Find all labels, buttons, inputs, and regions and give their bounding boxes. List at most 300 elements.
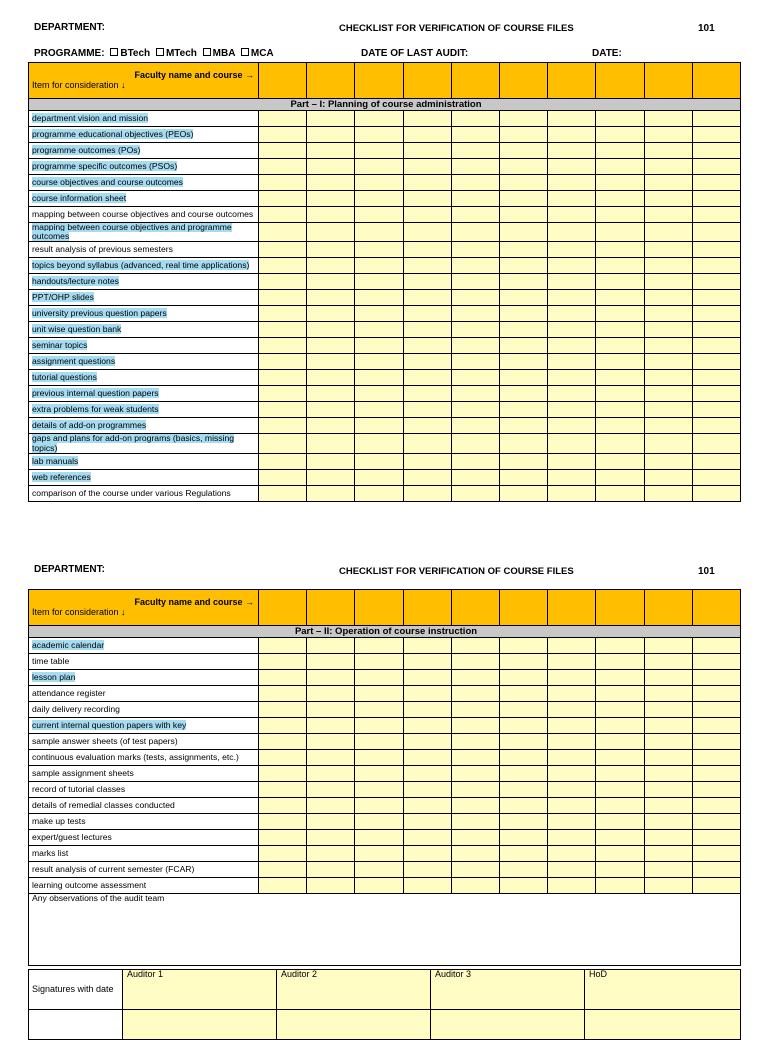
check-cell[interactable] (644, 111, 692, 127)
check-cell[interactable] (355, 354, 403, 370)
check-cell[interactable] (451, 485, 499, 501)
check-cell[interactable] (259, 453, 307, 469)
check-cell[interactable] (692, 469, 740, 485)
check-cell[interactable] (403, 258, 451, 274)
check-cell[interactable] (259, 274, 307, 290)
check-cell[interactable] (259, 686, 307, 702)
check-cell[interactable] (548, 175, 596, 191)
faculty-cell[interactable] (355, 63, 403, 99)
faculty-cell[interactable] (307, 63, 355, 99)
check-cell[interactable] (644, 670, 692, 686)
check-cell[interactable] (307, 191, 355, 207)
check-cell[interactable] (596, 207, 644, 223)
check-cell[interactable] (403, 798, 451, 814)
check-cell[interactable] (548, 143, 596, 159)
check-cell[interactable] (259, 702, 307, 718)
check-cell[interactable] (692, 434, 740, 453)
check-cell[interactable] (644, 862, 692, 878)
check-cell[interactable] (451, 702, 499, 718)
check-cell[interactable] (451, 469, 499, 485)
faculty-cell[interactable] (307, 590, 355, 626)
check-cell[interactable] (692, 306, 740, 322)
check-cell[interactable] (307, 322, 355, 338)
check-cell[interactable] (692, 702, 740, 718)
check-cell[interactable] (548, 798, 596, 814)
check-cell[interactable] (355, 798, 403, 814)
check-cell[interactable] (451, 223, 499, 242)
check-cell[interactable] (644, 718, 692, 734)
check-cell[interactable] (403, 814, 451, 830)
mba-checkbox[interactable] (203, 48, 211, 56)
check-cell[interactable] (307, 338, 355, 354)
check-cell[interactable] (692, 223, 740, 242)
check-cell[interactable] (499, 354, 547, 370)
check-cell[interactable] (596, 370, 644, 386)
check-cell[interactable] (596, 670, 644, 686)
check-cell[interactable] (499, 878, 547, 894)
faculty-cell[interactable] (596, 63, 644, 99)
check-cell[interactable] (692, 207, 740, 223)
check-cell[interactable] (355, 418, 403, 434)
check-cell[interactable] (355, 830, 403, 846)
check-cell[interactable] (451, 638, 499, 654)
check-cell[interactable] (692, 370, 740, 386)
check-cell[interactable] (403, 191, 451, 207)
check-cell[interactable] (596, 402, 644, 418)
check-cell[interactable] (692, 386, 740, 402)
check-cell[interactable] (548, 434, 596, 453)
check-cell[interactable] (403, 654, 451, 670)
check-cell[interactable] (259, 654, 307, 670)
check-cell[interactable] (548, 418, 596, 434)
check-cell[interactable] (403, 485, 451, 501)
check-cell[interactable] (548, 878, 596, 894)
check-cell[interactable] (548, 830, 596, 846)
hod-cell[interactable] (585, 1010, 741, 1040)
hod-signature[interactable] (585, 970, 741, 1010)
check-cell[interactable] (548, 485, 596, 501)
check-cell[interactable] (259, 670, 307, 686)
check-cell[interactable] (355, 306, 403, 322)
check-cell[interactable] (644, 242, 692, 258)
check-cell[interactable] (596, 485, 644, 501)
mtech-checkbox[interactable] (156, 48, 164, 56)
check-cell[interactable] (499, 175, 547, 191)
check-cell[interactable] (403, 402, 451, 418)
check-cell[interactable] (403, 686, 451, 702)
check-cell[interactable] (644, 290, 692, 306)
check-cell[interactable] (259, 191, 307, 207)
faculty-cell[interactable] (596, 590, 644, 626)
mca-checkbox[interactable] (241, 48, 249, 56)
check-cell[interactable] (451, 830, 499, 846)
check-cell[interactable] (307, 718, 355, 734)
check-cell[interactable] (259, 306, 307, 322)
check-cell[interactable] (548, 354, 596, 370)
check-cell[interactable] (451, 242, 499, 258)
check-cell[interactable] (451, 354, 499, 370)
check-cell[interactable] (451, 338, 499, 354)
faculty-cell[interactable] (259, 63, 307, 99)
check-cell[interactable] (451, 306, 499, 322)
auditor-3-cell[interactable] (431, 1010, 585, 1040)
check-cell[interactable] (259, 207, 307, 223)
check-cell[interactable] (548, 718, 596, 734)
check-cell[interactable] (644, 322, 692, 338)
check-cell[interactable] (259, 782, 307, 798)
check-cell[interactable] (451, 191, 499, 207)
check-cell[interactable] (307, 223, 355, 242)
check-cell[interactable] (499, 846, 547, 862)
check-cell[interactable] (499, 274, 547, 290)
faculty-cell[interactable] (692, 590, 740, 626)
check-cell[interactable] (451, 670, 499, 686)
check-cell[interactable] (548, 258, 596, 274)
check-cell[interactable] (307, 175, 355, 191)
check-cell[interactable] (451, 766, 499, 782)
check-cell[interactable] (548, 290, 596, 306)
check-cell[interactable] (692, 638, 740, 654)
check-cell[interactable] (548, 274, 596, 290)
check-cell[interactable] (259, 718, 307, 734)
check-cell[interactable] (692, 862, 740, 878)
check-cell[interactable] (451, 878, 499, 894)
check-cell[interactable] (259, 638, 307, 654)
check-cell[interactable] (596, 111, 644, 127)
check-cell[interactable] (692, 354, 740, 370)
check-cell[interactable] (692, 127, 740, 143)
check-cell[interactable] (403, 766, 451, 782)
check-cell[interactable] (548, 638, 596, 654)
check-cell[interactable] (692, 798, 740, 814)
check-cell[interactable] (403, 207, 451, 223)
check-cell[interactable] (259, 258, 307, 274)
check-cell[interactable] (307, 702, 355, 718)
check-cell[interactable] (692, 766, 740, 782)
check-cell[interactable] (451, 127, 499, 143)
check-cell[interactable] (596, 418, 644, 434)
check-cell[interactable] (548, 111, 596, 127)
check-cell[interactable] (644, 258, 692, 274)
check-cell[interactable] (692, 654, 740, 670)
check-cell[interactable] (451, 418, 499, 434)
check-cell[interactable] (596, 159, 644, 175)
check-cell[interactable] (307, 453, 355, 469)
check-cell[interactable] (596, 223, 644, 242)
check-cell[interactable] (259, 223, 307, 242)
check-cell[interactable] (307, 638, 355, 654)
check-cell[interactable] (355, 846, 403, 862)
check-cell[interactable] (355, 469, 403, 485)
check-cell[interactable] (403, 830, 451, 846)
check-cell[interactable] (692, 670, 740, 686)
check-cell[interactable] (644, 782, 692, 798)
check-cell[interactable] (499, 402, 547, 418)
check-cell[interactable] (644, 175, 692, 191)
check-cell[interactable] (355, 322, 403, 338)
faculty-cell[interactable] (451, 590, 499, 626)
check-cell[interactable] (644, 127, 692, 143)
check-cell[interactable] (644, 207, 692, 223)
check-cell[interactable] (499, 111, 547, 127)
check-cell[interactable] (451, 207, 499, 223)
check-cell[interactable] (403, 734, 451, 750)
check-cell[interactable] (355, 274, 403, 290)
check-cell[interactable] (403, 386, 451, 402)
check-cell[interactable] (403, 159, 451, 175)
check-cell[interactable] (644, 750, 692, 766)
check-cell[interactable] (499, 750, 547, 766)
check-cell[interactable] (596, 127, 644, 143)
check-cell[interactable] (499, 718, 547, 734)
check-cell[interactable] (596, 782, 644, 798)
check-cell[interactable] (451, 718, 499, 734)
check-cell[interactable] (403, 878, 451, 894)
check-cell[interactable] (403, 702, 451, 718)
check-cell[interactable] (596, 718, 644, 734)
faculty-cell[interactable] (355, 590, 403, 626)
check-cell[interactable] (596, 798, 644, 814)
check-cell[interactable] (355, 175, 403, 191)
check-cell[interactable] (355, 242, 403, 258)
check-cell[interactable] (596, 434, 644, 453)
check-cell[interactable] (355, 111, 403, 127)
check-cell[interactable] (403, 274, 451, 290)
check-cell[interactable] (596, 469, 644, 485)
check-cell[interactable] (644, 830, 692, 846)
check-cell[interactable] (307, 686, 355, 702)
check-cell[interactable] (692, 782, 740, 798)
check-cell[interactable] (548, 846, 596, 862)
check-cell[interactable] (307, 750, 355, 766)
check-cell[interactable] (355, 485, 403, 501)
check-cell[interactable] (355, 258, 403, 274)
check-cell[interactable] (451, 734, 499, 750)
check-cell[interactable] (451, 386, 499, 402)
check-cell[interactable] (596, 766, 644, 782)
check-cell[interactable] (259, 175, 307, 191)
check-cell[interactable] (596, 338, 644, 354)
faculty-cell[interactable] (644, 63, 692, 99)
check-cell[interactable] (307, 258, 355, 274)
check-cell[interactable] (692, 750, 740, 766)
check-cell[interactable] (596, 453, 644, 469)
check-cell[interactable] (596, 242, 644, 258)
check-cell[interactable] (596, 306, 644, 322)
check-cell[interactable] (499, 306, 547, 322)
check-cell[interactable] (355, 718, 403, 734)
check-cell[interactable] (451, 175, 499, 191)
check-cell[interactable] (355, 862, 403, 878)
check-cell[interactable] (259, 485, 307, 501)
check-cell[interactable] (499, 734, 547, 750)
check-cell[interactable] (596, 191, 644, 207)
check-cell[interactable] (451, 370, 499, 386)
check-cell[interactable] (499, 258, 547, 274)
check-cell[interactable] (499, 338, 547, 354)
check-cell[interactable] (596, 878, 644, 894)
check-cell[interactable] (499, 207, 547, 223)
check-cell[interactable] (644, 434, 692, 453)
check-cell[interactable] (403, 469, 451, 485)
check-cell[interactable] (548, 306, 596, 322)
check-cell[interactable] (307, 143, 355, 159)
check-cell[interactable] (307, 242, 355, 258)
check-cell[interactable] (355, 670, 403, 686)
check-cell[interactable] (259, 862, 307, 878)
check-cell[interactable] (692, 159, 740, 175)
check-cell[interactable] (451, 274, 499, 290)
check-cell[interactable] (548, 402, 596, 418)
check-cell[interactable] (451, 322, 499, 338)
check-cell[interactable] (451, 111, 499, 127)
check-cell[interactable] (451, 814, 499, 830)
check-cell[interactable] (355, 453, 403, 469)
check-cell[interactable] (355, 207, 403, 223)
check-cell[interactable] (355, 766, 403, 782)
check-cell[interactable] (596, 862, 644, 878)
check-cell[interactable] (403, 223, 451, 242)
check-cell[interactable] (499, 670, 547, 686)
check-cell[interactable] (451, 258, 499, 274)
check-cell[interactable] (692, 734, 740, 750)
check-cell[interactable] (259, 469, 307, 485)
faculty-cell[interactable] (692, 63, 740, 99)
check-cell[interactable] (355, 638, 403, 654)
check-cell[interactable] (692, 878, 740, 894)
check-cell[interactable] (499, 418, 547, 434)
check-cell[interactable] (451, 402, 499, 418)
check-cell[interactable] (692, 718, 740, 734)
check-cell[interactable] (451, 782, 499, 798)
check-cell[interactable] (259, 402, 307, 418)
check-cell[interactable] (355, 370, 403, 386)
check-cell[interactable] (403, 670, 451, 686)
check-cell[interactable] (403, 750, 451, 766)
check-cell[interactable] (307, 386, 355, 402)
check-cell[interactable] (596, 290, 644, 306)
check-cell[interactable] (355, 338, 403, 354)
check-cell[interactable] (355, 782, 403, 798)
check-cell[interactable] (355, 686, 403, 702)
check-cell[interactable] (259, 338, 307, 354)
check-cell[interactable] (403, 242, 451, 258)
check-cell[interactable] (355, 127, 403, 143)
check-cell[interactable] (259, 878, 307, 894)
check-cell[interactable] (499, 702, 547, 718)
check-cell[interactable] (644, 734, 692, 750)
check-cell[interactable] (307, 814, 355, 830)
check-cell[interactable] (355, 290, 403, 306)
check-cell[interactable] (355, 402, 403, 418)
check-cell[interactable] (499, 686, 547, 702)
check-cell[interactable] (259, 159, 307, 175)
check-cell[interactable] (403, 338, 451, 354)
check-cell[interactable] (499, 143, 547, 159)
check-cell[interactable] (644, 766, 692, 782)
check-cell[interactable] (499, 830, 547, 846)
auditor-3-signature[interactable] (431, 970, 585, 1010)
check-cell[interactable] (259, 111, 307, 127)
check-cell[interactable] (307, 654, 355, 670)
check-cell[interactable] (499, 434, 547, 453)
check-cell[interactable] (644, 338, 692, 354)
check-cell[interactable] (451, 654, 499, 670)
check-cell[interactable] (499, 223, 547, 242)
check-cell[interactable] (499, 386, 547, 402)
check-cell[interactable] (307, 485, 355, 501)
check-cell[interactable] (596, 750, 644, 766)
check-cell[interactable] (355, 734, 403, 750)
check-cell[interactable] (259, 242, 307, 258)
check-cell[interactable] (692, 338, 740, 354)
check-cell[interactable] (403, 111, 451, 127)
check-cell[interactable] (644, 402, 692, 418)
check-cell[interactable] (644, 453, 692, 469)
check-cell[interactable] (548, 338, 596, 354)
check-cell[interactable] (403, 175, 451, 191)
check-cell[interactable] (259, 354, 307, 370)
check-cell[interactable] (499, 814, 547, 830)
check-cell[interactable] (259, 127, 307, 143)
check-cell[interactable] (644, 159, 692, 175)
check-cell[interactable] (307, 274, 355, 290)
check-cell[interactable] (307, 434, 355, 453)
check-cell[interactable] (307, 469, 355, 485)
observations-field[interactable] (29, 894, 741, 966)
check-cell[interactable] (307, 127, 355, 143)
check-cell[interactable] (692, 242, 740, 258)
check-cell[interactable] (355, 702, 403, 718)
check-cell[interactable] (259, 734, 307, 750)
check-cell[interactable] (451, 453, 499, 469)
faculty-cell[interactable] (259, 590, 307, 626)
check-cell[interactable] (596, 322, 644, 338)
check-cell[interactable] (355, 159, 403, 175)
check-cell[interactable] (307, 306, 355, 322)
check-cell[interactable] (596, 686, 644, 702)
check-cell[interactable] (548, 453, 596, 469)
check-cell[interactable] (548, 223, 596, 242)
check-cell[interactable] (355, 750, 403, 766)
check-cell[interactable] (259, 766, 307, 782)
check-cell[interactable] (307, 290, 355, 306)
check-cell[interactable] (355, 878, 403, 894)
check-cell[interactable] (307, 159, 355, 175)
check-cell[interactable] (307, 207, 355, 223)
check-cell[interactable] (259, 418, 307, 434)
check-cell[interactable] (596, 354, 644, 370)
check-cell[interactable] (307, 846, 355, 862)
check-cell[interactable] (548, 322, 596, 338)
check-cell[interactable] (307, 370, 355, 386)
check-cell[interactable] (596, 143, 644, 159)
check-cell[interactable] (692, 274, 740, 290)
check-cell[interactable] (403, 354, 451, 370)
check-cell[interactable] (499, 766, 547, 782)
check-cell[interactable] (692, 814, 740, 830)
check-cell[interactable] (451, 434, 499, 453)
check-cell[interactable] (499, 159, 547, 175)
check-cell[interactable] (307, 782, 355, 798)
check-cell[interactable] (644, 370, 692, 386)
check-cell[interactable] (548, 386, 596, 402)
check-cell[interactable] (548, 862, 596, 878)
check-cell[interactable] (403, 718, 451, 734)
check-cell[interactable] (596, 274, 644, 290)
btech-checkbox[interactable] (110, 48, 118, 56)
check-cell[interactable] (548, 654, 596, 670)
